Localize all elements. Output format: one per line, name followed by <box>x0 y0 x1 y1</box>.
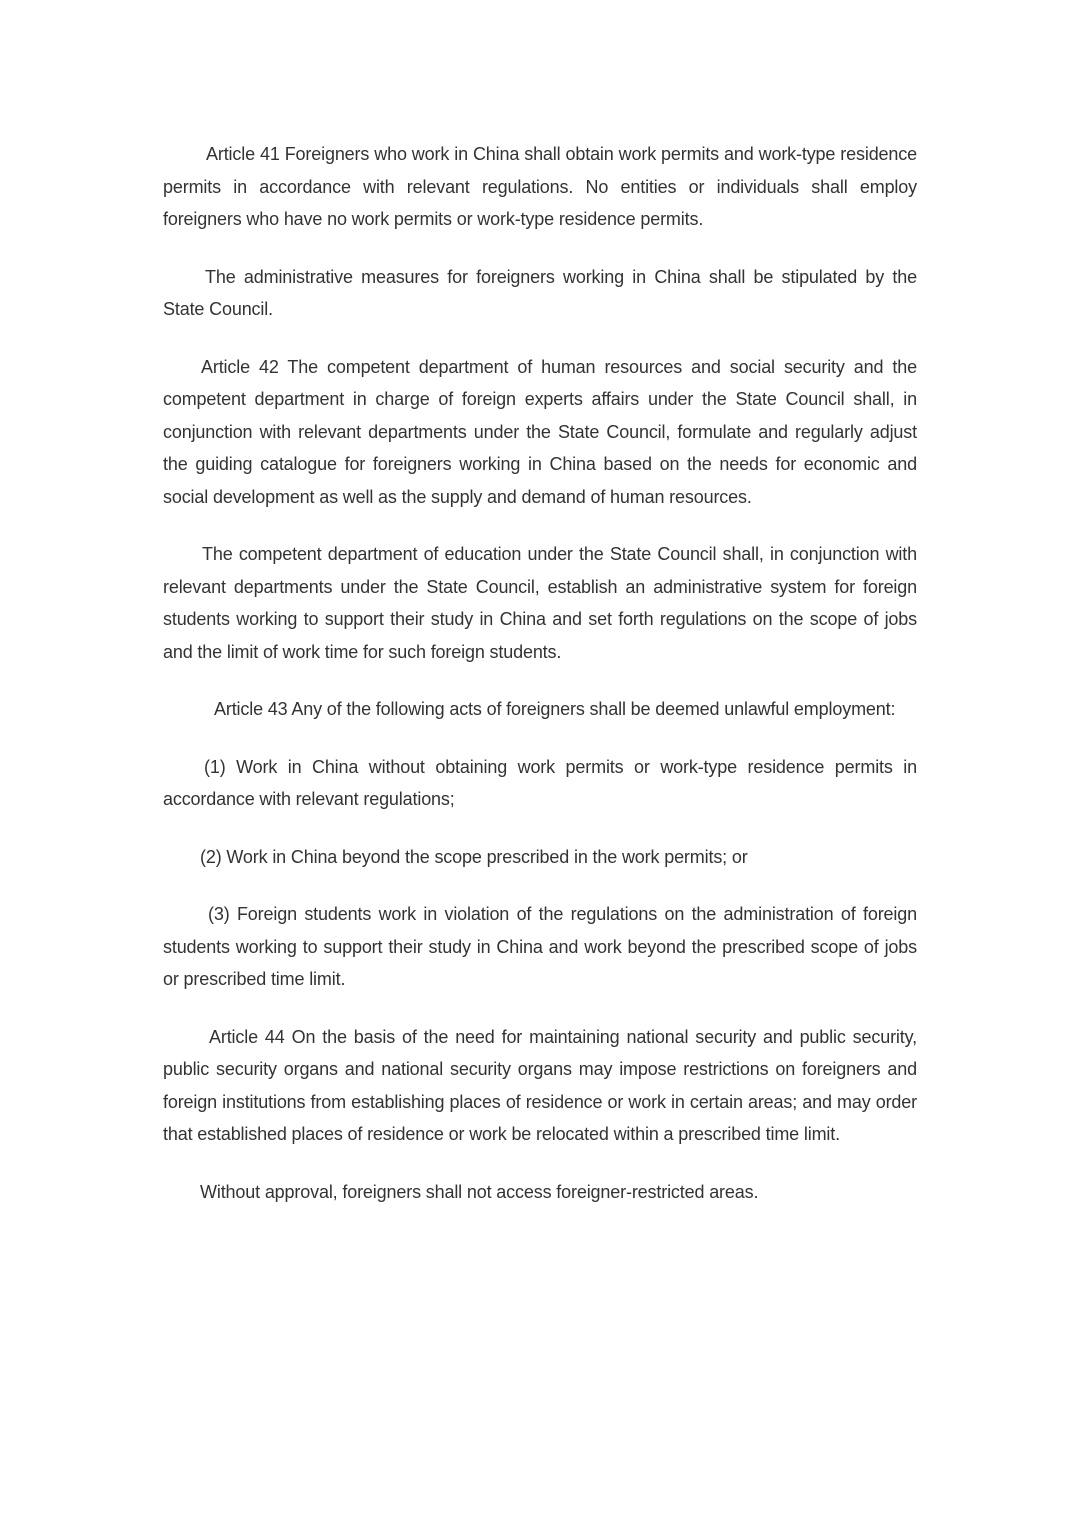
article-44-paragraph: Article 44 On the basis of the need for maintaining national security and public security, public security organs and national security organs may impose restrictions on foreigners and foreign institutions from establishing places of residence or work in certain areas; and may order that established places of residence or work be relocated within a prescribed time limit. <box>163 1026 917 1144</box>
article-42-paragraph: Article 42 The competent department of human resources and social security and the competent department in charge of foreign experts affairs under the State Council shall, in conjunction with relevant departments under the State Council, formulate and regularly adjust the guiding catalogue for foreigners working in China based on the needs for economic and social development as well as the supply and demand of human resources. <box>163 356 917 507</box>
article-41-paragraph: Article 41 Foreigners who work in China shall obtain work permits and work-type residence permits in accordance with relevant regulations. No entities or individuals shall employ foreigners who have no work permits or work-type residence permits. <box>163 144 917 229</box>
article-43-item-1: (1) Work in China without obtaining work permits or work-type residence permits in accordance with relevant regulations; <box>163 756 917 809</box>
document-page <box>163 138 917 1233</box>
article-43-paragraph: Article 43 Any of the following acts of foreigners shall be deemed unlawful employment: <box>214 699 896 719</box>
article-43-item-3: (3) Foreign students work in violation of the regulations on the administration of foreign students working to support their study in China and work beyond the prescribed scope of jobs or prescribed time limit. <box>163 904 917 989</box>
article-41-second-paragraph: The administrative measures for foreigners working in China shall be stipulated by the State Council. <box>163 266 917 319</box>
article-43-item-2: (2) Work in China beyond the scope prescribed in the work permits; or <box>200 846 748 867</box>
article-42-second-paragraph: The competent department of education under the State Council shall, in conjunction with relevant departments under the State Council, establish an administrative system for foreign students working to support their study in China and set forth regulations on the scope of jobs and the limit of work time for such foreign students. <box>163 544 917 662</box>
article-44-second-paragraph: Without approval, foreigners shall not access foreigner-restricted areas. <box>200 1181 759 1202</box>
